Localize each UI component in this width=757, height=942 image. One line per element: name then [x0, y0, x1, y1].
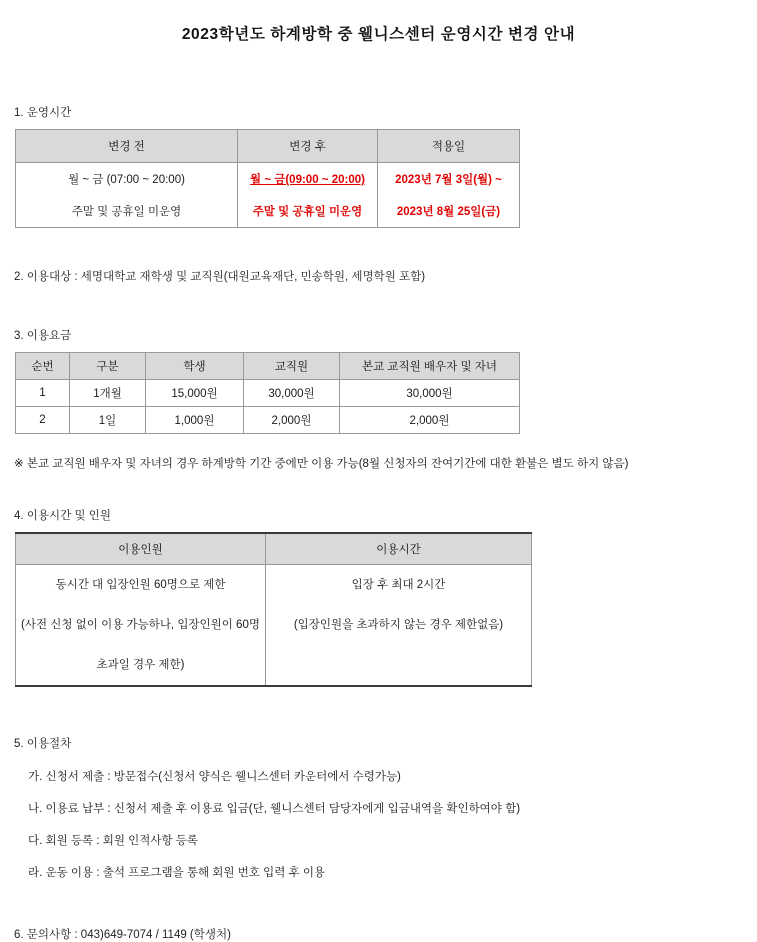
- cell-no-2: 2: [16, 407, 70, 434]
- column-header-after: 변경 후: [238, 130, 378, 163]
- section-heading-procedure: 5. 이용절차: [14, 738, 72, 750]
- table-fees: [15, 352, 520, 434]
- list-item: 가. 신청서 제출 : 방문접수(신청서 양식은 웰니스센터 카운터에서 수령가능): [28, 771, 401, 783]
- page-title: 2023학년도 하계방학 중 웰니스센터 운영시간 변경 안내: [181, 26, 576, 43]
- cell-after-weekday: 월 ~ 금(09:00 ~ 20:00): [238, 163, 378, 196]
- cell-capacity-limit: 동시간 대 입장인원 60명으로 제한: [16, 565, 266, 606]
- list-item: 다. 회원 등록 : 회원 인적사항 등록: [28, 835, 198, 847]
- cell-family-2: 2,000원: [340, 407, 520, 434]
- table-operating-hours: [15, 129, 520, 228]
- table-row: [16, 407, 520, 434]
- cell-no-1: 1: [16, 380, 70, 407]
- table-row: [16, 605, 532, 645]
- column-header-duration: 이용시간: [266, 533, 532, 565]
- cell-date-start: 2023년 7월 3일(월) ~: [378, 163, 520, 196]
- cell-student-2: 1,000원: [146, 407, 244, 434]
- section-heading-capacity: 4. 이용시간 및 인원: [14, 510, 111, 522]
- table-row: [16, 195, 520, 228]
- column-header-before: 변경 전: [16, 130, 238, 163]
- cell-before-weekend: 주말 및 공휴일 미운영: [16, 195, 238, 228]
- cell-family-1: 30,000원: [340, 380, 520, 407]
- column-header-type: 구분: [70, 353, 146, 380]
- section-heading-eligibility: 2. 이용대상 : 세명대학교 재학생 및 교직원(대원교육재단, 민송학원, 세명학원 포함): [14, 271, 426, 283]
- column-header-student: 학생: [146, 353, 244, 380]
- column-header-capacity: 이용인원: [16, 533, 266, 565]
- column-header-family: 본교 교직원 배우자 및 자녀: [340, 353, 520, 380]
- table-row: [16, 565, 532, 606]
- cell-student-1: 15,000원: [146, 380, 244, 407]
- section-heading-contact: 6. 문의사항 : 043)649-7074 / 1149 (학생처): [14, 929, 231, 941]
- list-item: 나. 이용료 납부 : 신청서 제출 후 이용료 입금(단, 웰니스센터 담당자에게 입금내역을 확인하여야 함): [28, 803, 521, 815]
- table-row-header: [16, 353, 520, 380]
- cell-duration-max: 입장 후 최대 2시간: [266, 565, 532, 606]
- cell-capacity-note-1: (사전 신청 없이 이용 가능하나, 입장인원이 60명: [16, 605, 266, 645]
- cell-before-weekday: 월 ~ 금 (07:00 ~ 20:00): [16, 163, 238, 196]
- fees-note: ※ 본교 교직원 배우자 및 자녀의 경우 하계방학 기간 중에만 이용 가능(8월 신청자의 잔여기간에 대한 환불은 별도 하지 않음): [14, 458, 629, 470]
- column-header-staff: 교직원: [244, 353, 340, 380]
- document-page: [0, 22, 757, 942]
- cell-capacity-note-2: 초과일 경우 제한): [16, 645, 266, 686]
- cell-duration-empty: [266, 645, 532, 686]
- table-row: [16, 163, 520, 196]
- section-heading-operating-hours: 1. 운영시간: [14, 107, 72, 119]
- cell-date-end: 2023년 8월 25일(금): [378, 195, 520, 228]
- procedure-list: [14, 768, 743, 880]
- cell-type-2: 1일: [70, 407, 146, 434]
- document-body: [0, 104, 757, 942]
- table-row-header: [16, 533, 532, 565]
- table-row: [16, 380, 520, 407]
- section-heading-fees: 3. 이용요금: [14, 330, 72, 342]
- cell-duration-note: (입장인원을 초과하지 않는 경우 제한없음): [266, 605, 532, 645]
- table-capacity: [15, 532, 532, 687]
- cell-type-1: 1개월: [70, 380, 146, 407]
- cell-staff-2: 2,000원: [244, 407, 340, 434]
- table-row-header: [16, 130, 520, 163]
- list-item: 라. 운동 이용 : 출석 프로그램을 통해 회원 번호 입력 후 이용: [28, 867, 326, 879]
- column-header-no: 순번: [16, 353, 70, 380]
- column-header-effective-date: 적용일: [378, 130, 520, 163]
- cell-after-weekend: 주말 및 공휴일 미운영: [238, 195, 378, 228]
- table-row: [16, 645, 532, 686]
- cell-staff-1: 30,000원: [244, 380, 340, 407]
